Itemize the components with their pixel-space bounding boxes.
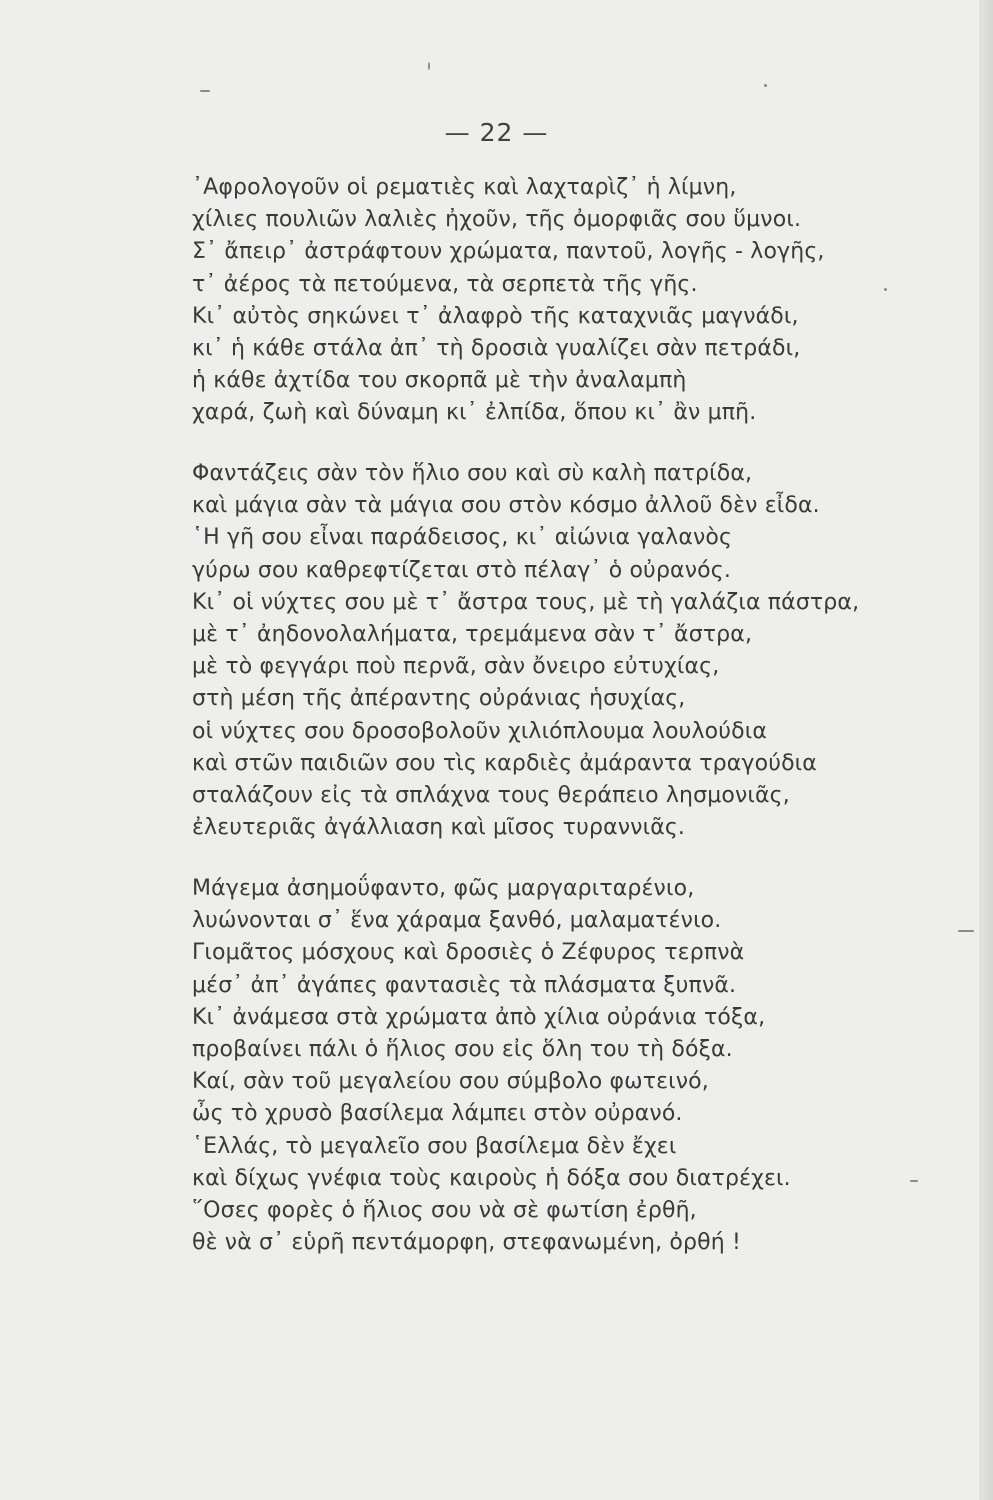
- verse-line: Καί, σὰν τοῦ μεγαλείου σου σύμβολο φωτεινό,: [192, 1069, 709, 1095]
- verse-line: ᾿Αφρολογοῦν οἱ ρεματιὲς καὶ λαχταρὶζ᾿ ἡ λίμνη,: [192, 175, 737, 200]
- verse-line: σταλάζουν εἰς τὰ σπλάχνα τους θεράπειο λησμονιᾶς,: [192, 782, 790, 808]
- verse-line: οἱ νύχτες σου δροσοβολοῦν χιλιόπλουμα λουλούδια: [192, 718, 767, 744]
- verse-line: γύρω σου καθρεφτίζεται στὸ πέλαγ᾿ ὁ οὐρανός.: [192, 557, 731, 583]
- paper-speck: [428, 62, 430, 70]
- stanza: [192, 172, 892, 430]
- verse-line: Γιομᾶτος μόσχους καὶ δροσιὲς ὁ Ζέφυρος τερπνὰ: [192, 940, 745, 966]
- verse-line: μὲ τὸ φεγγάρι ποὺ περνᾶ, σὰν ὄνειρο εὐτυχίας,: [192, 654, 720, 680]
- verse-line: Σ᾿ ἄπειρ᾿ ἀστράφτουν χρώματα, παντοῦ, λογῆς - λογῆς,: [192, 239, 825, 265]
- verse-line: ἡ κάθε ἀχτίδα του σκορπᾶ μὲ τὴν ἀναλαμπὴ: [192, 368, 687, 394]
- verse-line: λυώνονται σ᾿ ἕνα χάραμα ξανθό, μαλαματένιο.: [192, 908, 722, 934]
- verse-line: στὴ μέση τῆς ἀπέραντης οὐράνιας ἡσυχίας,: [192, 686, 686, 712]
- paper-speck: [764, 84, 767, 87]
- stanza: [192, 458, 892, 844]
- verse-line: ῾Ελλάς, τὸ μεγαλεῖο σου βασίλεμα δὲν ἔχει: [192, 1133, 677, 1159]
- verse-line: ἐλευτεριᾶς ἀγάλλιαση καὶ μῖσος τυραννιᾶς.: [192, 815, 686, 841]
- verse-line: χαρά, ζωὴ καὶ δύναμη κι᾿ ἐλπίδα, ὅπου κι᾿ ἂν μπῆ.: [192, 400, 757, 426]
- verse-line: μέσ᾿ ἀπ᾿ ἀγάπες φαντασιὲς τὰ πλάσματα ξυπνᾶ.: [192, 972, 737, 998]
- verse-line: Κι᾿ ἀνάμεσα στὰ χρώματα ἀπὸ χίλια οὐράνια τόξα,: [192, 1004, 766, 1030]
- verse-line: τ᾿ ἀέρος τὰ πετούμενα, τὰ σερπετὰ τῆς γῆς.: [192, 271, 698, 297]
- verse-line: κι᾿ ἡ κάθε στάλα ἀπ᾿ τὴ δροσιὰ γυαλίζει σὰν πετράδι,: [192, 335, 801, 361]
- paper-speck: [884, 288, 887, 291]
- page-edge: [979, 0, 993, 1500]
- verse-line: καὶ μάγια σὰν τὰ μάγια σου στὸν κόσμο ἀλλοῦ δὲν εἶδα.: [192, 493, 820, 519]
- verse-line: μὲ τ᾿ ἀηδονολαλήματα, τρεμάμενα σὰν τ᾿ ἄστρα,: [192, 621, 753, 647]
- paper-speck: [958, 930, 974, 932]
- verse-line: ῾Η γῆ σου εἶναι παράδεισος, κι᾿ αἰώνια γαλανὸς: [192, 525, 733, 551]
- verse-line: καὶ δίχως γνέφια τοὺς καιροὺς ἡ δόξα σου διατρέχει.: [192, 1165, 791, 1191]
- paper-speck: [910, 1180, 918, 1182]
- verse-line: ῞Οσες φορὲς ὁ ἥλιος σου νὰ σὲ φωτίση ἐρθῆ,: [192, 1197, 697, 1223]
- verse-line: Κι᾿ οἱ νύχτες σου μὲ τ᾿ ἄστρα τους, μὲ τὴ γαλάζια πάστρα,: [192, 589, 860, 615]
- paper-speck: [200, 90, 210, 92]
- verse-line: Μάγεμα ἀσημοΰφαντο, φῶς μαργαριταρένιο,: [192, 876, 695, 901]
- page-number: — 22 —: [444, 118, 549, 147]
- verse-line: προβαίνει πάλι ὁ ἥλιος σου εἰς ὅλη του τὴ δόξα.: [192, 1036, 733, 1062]
- stanza: [192, 873, 892, 1259]
- verse-line: ὦς τὸ χρυσὸ βασίλεμα λάμπει στὸν οὐρανό.: [192, 1101, 683, 1127]
- verse-line: Φαντάζεις σὰν τὸν ἥλιο σου καὶ σὺ καλὴ πατρίδα,: [192, 461, 753, 486]
- verse-line: θὲ νὰ σ᾿ εὑρῆ πεντάμορφη, στεφανωμένη, ὀρθή !: [192, 1230, 741, 1256]
- verse-line: καὶ στῶν παιδιῶν σου τὶς καρδιὲς ἀμάραντα τραγούδια: [192, 750, 817, 776]
- verse-line: χίλιες πουλιῶν λαλιὲς ἠχοῦν, τῆς ὀμορφιᾶς σου ὕμνοι.: [192, 207, 802, 233]
- verse-line: Κι᾿ αὐτὸς σηκώνει τ᾿ ἀλαφρὸ τῆς καταχνιᾶς μαγνάδι,: [192, 303, 799, 329]
